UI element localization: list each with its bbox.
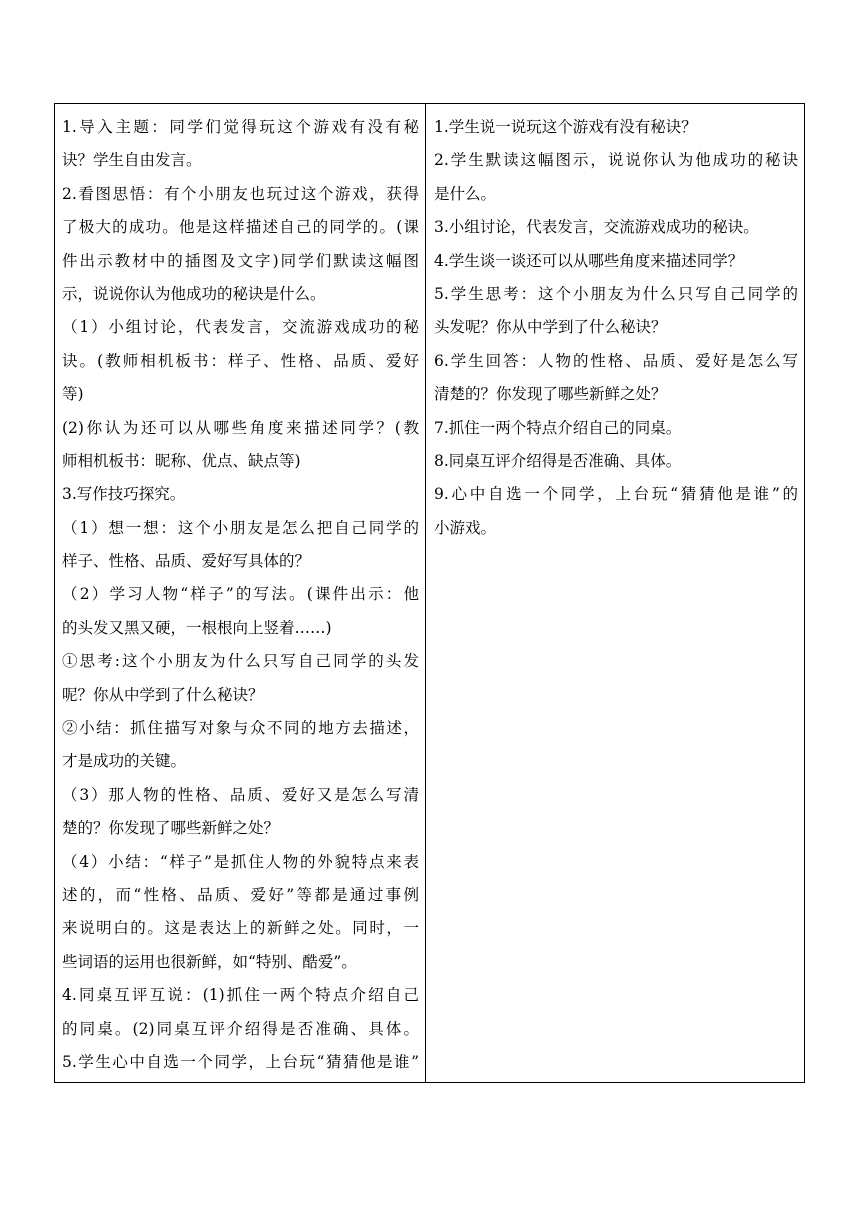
text-line: 述的，而“性格、品质、爱好”等都是通过事例: [62, 885, 419, 904]
text-line: 诀？学生自由发言。: [62, 151, 202, 170]
text-line: （1）想一想：这个小朋友是怎么把自己同学的: [62, 518, 419, 537]
text-line: 才是成功的关键。: [62, 752, 187, 771]
text-line: 3.小组讨论，代表发言，交流游戏成功的秘诀。: [434, 218, 759, 237]
teacher-activity-cell: [55, 104, 426, 1082]
text-line: ②小结：抓住描写对象与众不同的地方去描述，: [62, 719, 419, 738]
text-line: 等): [62, 385, 84, 404]
text-line: 6.学生回答：人物的性格、品质、爱好是怎么写: [434, 351, 798, 370]
text-line: 来说明白的。这是表达上的新鲜之处。同时，一: [62, 919, 419, 938]
text-line: (2)你认为还可以从哪些角度来描述同学？(教: [62, 418, 419, 437]
text-line: 呢？你从中学到了什么秘诀？: [62, 685, 264, 704]
lesson-table: [54, 103, 805, 1083]
text-line: 5.学生思考：这个小朋友为什么只写自己同学的: [434, 284, 798, 303]
text-line: （1）小组讨论，代表发言，交流游戏成功的秘: [62, 318, 419, 337]
text-line: 的头发又黑又硬，一根根向上竖着……): [62, 618, 332, 637]
text-line: 了极大的成功。他是这样描述自己的同学的。(课: [62, 218, 419, 237]
text-line: 5.学生心中自选一个同学，上台玩“猜猜他是谁”: [62, 1052, 419, 1071]
text-line: 7.抓住一两个特点介绍自己的同桌。: [434, 418, 682, 437]
text-line: 的同桌。(2)同桌互评介绍得是否准确、具体。: [62, 1019, 419, 1038]
text-line: 师相机板书：昵称、优点、缺点等): [62, 451, 301, 470]
student-activity-cell: [426, 104, 804, 1082]
text-line: 1.学生说一说玩这个游戏有没有秘诀？: [434, 118, 697, 136]
text-line: 4.学生谈一谈还可以从哪些角度来描述同学？: [434, 251, 744, 270]
text-line: 头发呢？你从中学到了什么秘诀？: [434, 318, 667, 337]
text-line: （4）小结：“样子”是抓住人物的外貌特点来表: [62, 852, 419, 871]
text-line: 小游戏。: [434, 518, 497, 537]
text-line: （2）学习人物“样子”的写法。(课件出示：他: [62, 585, 419, 604]
text-line: 4.同桌互评互说：(1)抓住一两个特点介绍自己: [62, 986, 419, 1005]
text-line: 2.学生默读这幅图示，说说你认为他成功的秘诀: [434, 151, 798, 170]
text-line: 3.写作技巧探究。: [62, 485, 186, 504]
text-line: 些词语的运用也很新鲜，如“特别、酷爱”。: [62, 952, 357, 971]
text-line: 1.导入主题：同学们觉得玩这个游戏有没有秘: [62, 118, 419, 136]
text-line: （3）那人物的性格、品质、爱好又是怎么写清: [62, 785, 419, 804]
text-line: 楚的？你发现了哪些新鲜之处？: [62, 819, 280, 838]
text-line: 8.同桌互评介绍得是否准确、具体。: [434, 451, 682, 470]
text-line: 件出示教材中的插图及文字)同学们默读这幅图: [62, 251, 419, 270]
text-line: 示，说说你认为他成功的秘诀是什么。: [62, 284, 326, 303]
text-line: 诀。(教师相机板书：样子、性格、品质、爱好: [62, 351, 419, 370]
text-line: 样子、性格、品质、爱好写具体的？: [62, 552, 311, 571]
text-line: 清楚的？你发现了哪些新鲜之处？: [434, 385, 667, 404]
text-line: 是什么。: [434, 184, 497, 203]
text-line: ①思考:这个小朋友为什么只写自己同学的头发: [62, 652, 419, 671]
text-line: 9.心中自选一个同学，上台玩“猜猜他是谁”的: [434, 485, 798, 504]
text-line: 2.看图思悟：有个小朋友也玩过这个游戏，获得: [62, 184, 419, 203]
